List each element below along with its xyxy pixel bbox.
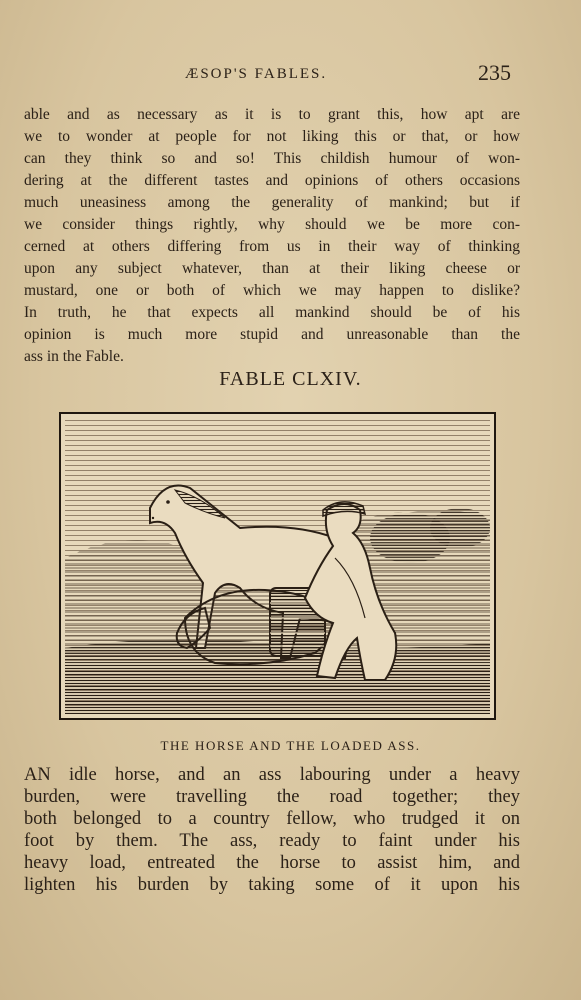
- text-line: cerned at others differing from us in their way of thinking: [24, 238, 520, 255]
- illustration-caption: THE HORSE AND THE LOADED ASS.: [160, 738, 421, 753]
- fable-text: [24, 764, 520, 896]
- page-number: 235: [478, 60, 511, 85]
- woodcut-illustration: [59, 412, 496, 720]
- text-line: opinion is much more stupid and unreasonable than the: [24, 326, 520, 343]
- text-line: burden, were travelling the road together; they: [24, 787, 520, 807]
- paragraph-continued: [24, 104, 520, 368]
- text-line: lighten his burden by taking some of it upon his: [24, 875, 520, 895]
- horse-and-ass-woodcut-icon: [65, 418, 490, 714]
- text-line: can they think so and so! This childish humour of won-: [24, 150, 520, 167]
- text-line: In truth, he that expects all mankind should be of his: [24, 304, 520, 321]
- text-line: heavy load, entreated the horse to assist him, and: [24, 853, 520, 873]
- text-line: dering at the different tastes and opinions of others occasions: [24, 172, 520, 189]
- text-line: we to wonder at people for not liking this or that, or how: [24, 128, 520, 145]
- text-line: AN idle horse, and an ass labouring under a heavy: [24, 765, 520, 785]
- text-line: much uneasiness among the generality of mankind; but if: [24, 194, 520, 211]
- text-line: ass in the Fable.: [24, 348, 124, 365]
- text-line: we consider things rightly, why should we be more con-: [24, 216, 520, 233]
- text-line: upon any subject whatever, than at their liking cheese or: [24, 260, 520, 277]
- text-line: both belonged to a country fellow, who trudged it on: [24, 809, 520, 829]
- fable-heading: FABLE CLXIV.: [219, 368, 362, 390]
- text-line: foot by them. The ass, ready to faint under his: [24, 831, 520, 851]
- text-line: able and as necessary as it is to grant this, how apt are: [24, 106, 520, 123]
- text-line: mustard, one or both of which we may happen to dislike?: [24, 282, 520, 299]
- running-head: [0, 60, 581, 90]
- running-title: ÆSOP'S FABLES.: [185, 66, 328, 82]
